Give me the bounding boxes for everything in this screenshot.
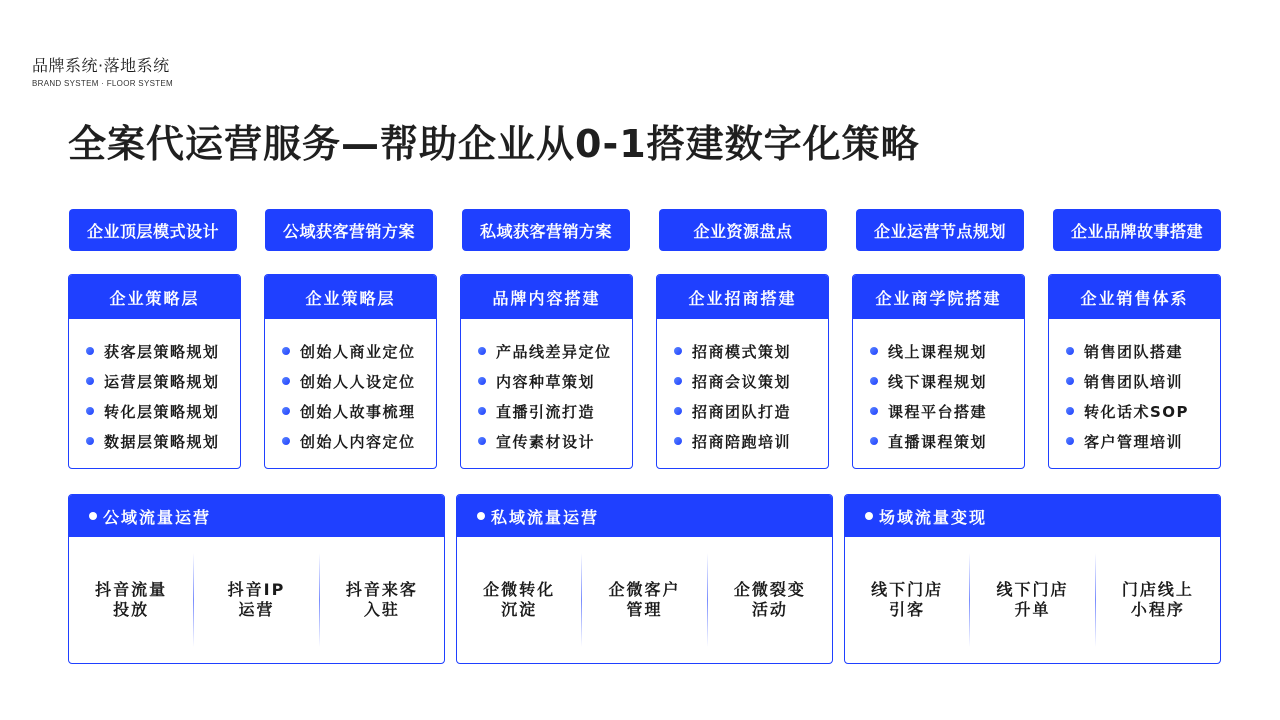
top-label-3: 私域获客营销方案	[462, 209, 630, 251]
card-list	[461, 319, 632, 456]
panel-cell	[845, 537, 969, 663]
list-item-label: 转化话术SOP	[1084, 402, 1190, 421]
list-item-label: 招商团队打造	[692, 402, 792, 421]
list-item-label: 直播课程策划	[888, 432, 988, 451]
bullet-dot-icon	[1066, 347, 1074, 355]
list-item	[1066, 426, 1220, 456]
list-item-label: 运营层策略规划	[104, 372, 220, 391]
list-item-label: 创始人故事梳理	[300, 402, 416, 421]
list-item	[674, 396, 828, 426]
list-item	[478, 396, 632, 426]
list-item	[86, 396, 240, 426]
traffic-panel-private	[456, 494, 833, 664]
list-item-label: 创始人商业定位	[300, 342, 416, 361]
list-item-label: 直播引流打造	[496, 402, 596, 421]
list-item	[870, 366, 1024, 396]
brand-block	[32, 56, 173, 89]
bullet-dot-icon	[870, 437, 878, 445]
list-item	[86, 366, 240, 396]
panel-cell-label: 抖音来客 入驻	[345, 580, 418, 619]
list-item	[1066, 366, 1220, 396]
list-item	[870, 396, 1024, 426]
list-item	[478, 426, 632, 456]
panel-cell	[582, 537, 706, 663]
panel-cell-label: 企微转化 沉淀	[483, 580, 556, 619]
bullet-dot-icon	[282, 407, 290, 415]
list-item	[870, 426, 1024, 456]
bullet-dot-icon	[282, 437, 290, 445]
bullet-dot-icon	[870, 347, 878, 355]
strategy-card-6	[1048, 274, 1221, 469]
bullet-dot-icon	[477, 512, 485, 520]
list-item-label: 客户管理培训	[1084, 432, 1184, 451]
card-list	[853, 319, 1024, 456]
panel-cell-label: 线下门店 升单	[996, 580, 1069, 619]
list-item	[282, 336, 436, 366]
list-item-label: 线下课程规划	[888, 372, 988, 391]
list-item-label: 创始人内容定位	[300, 432, 416, 451]
card-title: 企业销售体系	[1049, 275, 1220, 319]
list-item-label: 产品线差异定位	[496, 342, 612, 361]
panel-cell-label: 门店线上 小程序	[1121, 580, 1194, 619]
list-item	[86, 336, 240, 366]
bullet-dot-icon	[1066, 407, 1074, 415]
bullet-dot-icon	[870, 407, 878, 415]
card-list	[69, 319, 240, 456]
list-item	[282, 366, 436, 396]
bullet-dot-icon	[282, 377, 290, 385]
panel-cell-label: 企微裂变 活动	[733, 580, 806, 619]
panel-cell-label: 抖音IP 运营	[227, 580, 286, 619]
list-item-label: 数据层策略规划	[104, 432, 220, 451]
list-item	[282, 426, 436, 456]
strategy-card-4	[656, 274, 829, 469]
bullet-dot-icon	[674, 437, 682, 445]
top-label-6: 企业品牌故事搭建	[1053, 209, 1221, 251]
strategy-card-3	[460, 274, 633, 469]
panel-header	[845, 495, 1220, 537]
card-title: 品牌内容搭建	[461, 275, 632, 319]
bullet-dot-icon	[478, 377, 486, 385]
traffic-panel-public	[68, 494, 445, 664]
list-item-label: 内容种草策划	[496, 372, 596, 391]
list-item-label: 宣传素材设计	[496, 432, 596, 451]
strategy-card-2	[264, 274, 437, 469]
panel-cell	[970, 537, 1094, 663]
bullet-dot-icon	[674, 407, 682, 415]
list-item-label: 销售团队搭建	[1084, 342, 1184, 361]
list-item	[282, 396, 436, 426]
brand-name: 品牌系统·落地系统	[32, 56, 170, 75]
top-label-2: 公域获客营销方案	[265, 209, 433, 251]
bullet-dot-icon	[86, 347, 94, 355]
bullet-dot-icon	[89, 512, 97, 520]
panel-title: 公域流量运营	[103, 507, 212, 527]
bullet-dot-icon	[870, 377, 878, 385]
panel-body	[69, 537, 444, 663]
list-item	[478, 366, 632, 396]
bullet-dot-icon	[478, 437, 486, 445]
panel-header	[457, 495, 832, 537]
panel-cell	[69, 537, 193, 663]
bullet-dot-icon	[865, 512, 873, 520]
bullet-dot-icon	[478, 347, 486, 355]
panel-cell	[457, 537, 581, 663]
bullet-dot-icon	[282, 347, 290, 355]
panel-cell-label: 线下门店 引客	[871, 580, 944, 619]
panel-cell-label: 抖音流量 投放	[95, 580, 168, 619]
card-title: 企业策略层	[69, 275, 240, 319]
card-list	[265, 319, 436, 456]
list-item-label: 获客层策略规划	[104, 342, 220, 361]
traffic-panel-venue	[844, 494, 1221, 664]
bullet-dot-icon	[1066, 377, 1074, 385]
list-item	[478, 336, 632, 366]
panel-title: 场域流量变现	[879, 507, 988, 527]
list-item-label: 招商陪跑培训	[692, 432, 792, 451]
card-title: 企业商学院搭建	[853, 275, 1024, 319]
brand-subtitle: BRAND SYSTEM · FLOOR SYSTEM	[32, 79, 174, 88]
list-item	[674, 336, 828, 366]
list-item-label: 课程平台搭建	[888, 402, 988, 421]
bullet-dot-icon	[86, 377, 94, 385]
panel-cell-label: 企微客户 管理	[608, 580, 681, 619]
panel-cell	[194, 537, 318, 663]
top-label-5: 企业运营节点规划	[856, 209, 1024, 251]
strategy-card-5	[852, 274, 1025, 469]
bullet-dot-icon	[86, 407, 94, 415]
page-title: 全案代运营服务—帮助企业从0-1搭建数字化策略	[68, 122, 920, 166]
bullet-dot-icon	[674, 347, 682, 355]
bullet-dot-icon	[674, 377, 682, 385]
list-item	[1066, 396, 1220, 426]
bullet-dot-icon	[1066, 437, 1074, 445]
list-item-label: 招商会议策划	[692, 372, 792, 391]
list-item	[870, 336, 1024, 366]
top-label-4: 企业资源盘点	[659, 209, 827, 251]
bullet-dot-icon	[86, 437, 94, 445]
panel-cell	[320, 537, 444, 663]
strategy-card-1	[68, 274, 241, 469]
list-item-label: 转化层策略规划	[104, 402, 220, 421]
panel-title: 私域流量运营	[491, 507, 600, 527]
card-list	[657, 319, 828, 456]
card-title: 企业招商搭建	[657, 275, 828, 319]
panel-body	[845, 537, 1220, 663]
list-item	[1066, 336, 1220, 366]
list-item	[674, 426, 828, 456]
panel-cell	[1096, 537, 1220, 663]
card-list	[1049, 319, 1220, 456]
list-item-label: 销售团队培训	[1084, 372, 1184, 391]
list-item	[674, 366, 828, 396]
list-item-label: 招商模式策划	[692, 342, 792, 361]
top-label-1: 企业顶层模式设计	[69, 209, 237, 251]
panel-header	[69, 495, 444, 537]
bullet-dot-icon	[478, 407, 486, 415]
panel-cell	[708, 537, 832, 663]
list-item-label: 线上课程规划	[888, 342, 988, 361]
list-item	[86, 426, 240, 456]
card-title: 企业策略层	[265, 275, 436, 319]
panel-body	[457, 537, 832, 663]
list-item-label: 创始人人设定位	[300, 372, 416, 391]
